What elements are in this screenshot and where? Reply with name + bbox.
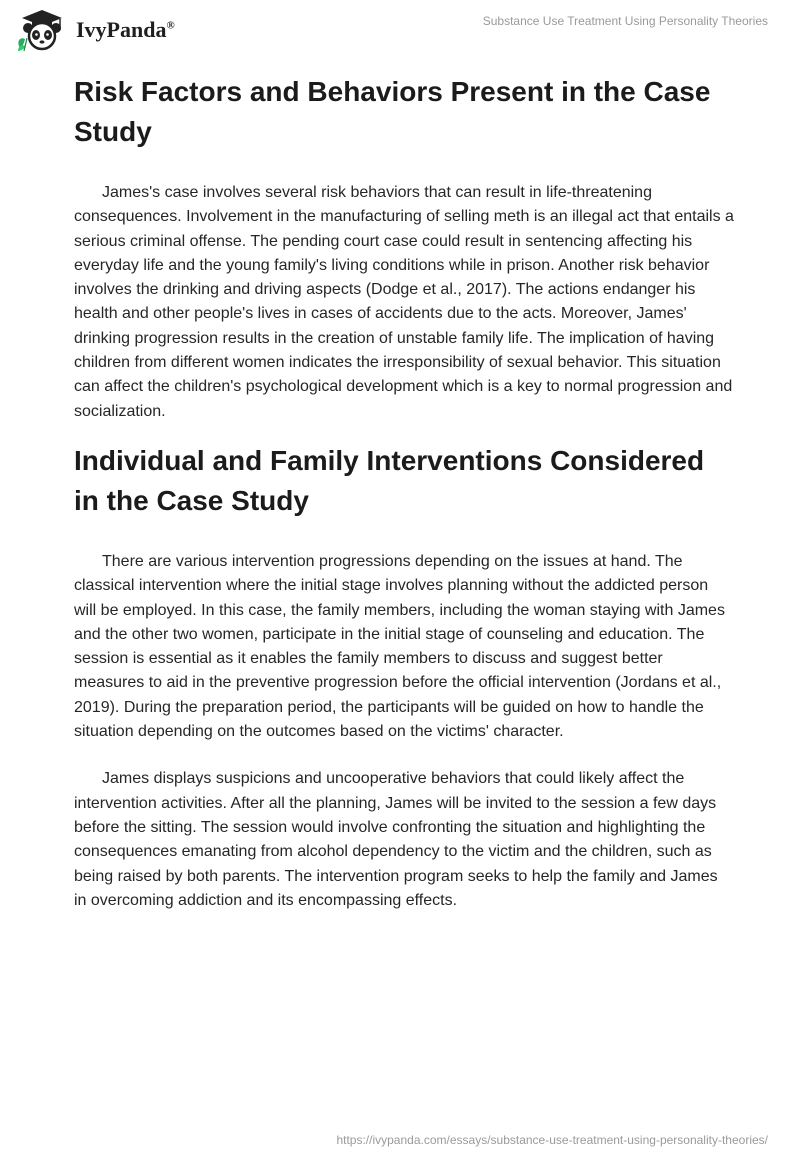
- paragraph: There are various intervention progressions depending on the issues at hand. The classical intervention where the initial stage involves planning without the addicted person will be employed. In this case, the family members, including the woman staying with James and the other two women, participate in the initial stage of counseling and education. The session is essential as it enables the family members to discuss and suggest better measures to aid in the preventive progression before the official intervention (Jordans et al., 2019). During the preparation period, the participants will be guided on how to handle the situation depending on the outcomes based on the victims' character.: [74, 552, 725, 741]
- logo[interactable]: [14, 8, 175, 52]
- paragraph: James's case involves several risk behaviors that can result in life-threatening consequences. Involvement in the manufacturing of selling meth is an illegal act that entails a serious criminal offense. The pending court case could result in sentencing affecting his everyday life and the young family's living conditions while in prison. Another risk behavior involves the drinking and driving aspects (Dodge et al., 2017). The actions endanger his health and other people's lives in cases of accidents due to the acts. Moreover, James' drinking progression results in the creation of unstable family life. The implication of having children from different women indicates the irresponsibility of sexual behavior. This situation can affect the children's psychological development which is a key to normal progression and socialization.: [74, 184, 734, 420]
- page-header: [0, 0, 800, 60]
- section-title-risk-factors: Risk Factors and Behaviors Present in the Case Study: [74, 76, 711, 147]
- registered-mark: ®: [166, 19, 175, 32]
- panda-logo-icon: [14, 8, 70, 52]
- brand-name: [76, 17, 175, 43]
- document-title: Substance Use Treatment Using Personality Theories: [482, 14, 768, 28]
- source-url[interactable]: https://ivypanda.com/essays/substance-use-treatment-using-personality-theories/: [336, 1133, 768, 1147]
- article-body: [74, 72, 734, 913]
- paragraph: James displays suspicions and uncooperative behaviors that could likely affect the intervention activities. After all the planning, James will be invited to the session a few days before the sitting. The session would involve confronting the situation and highlighting the consequences emanating from alcohol dependency to the victim and the children, such as being raised by both parents. The intervention program seeks to help the family and James in overcoming addiction and its encompassing effects.: [74, 770, 718, 909]
- brand-text: IvyPanda: [76, 17, 167, 42]
- section-title-interventions: Individual and Family Interventions Considered in the Case Study: [74, 444, 705, 516]
